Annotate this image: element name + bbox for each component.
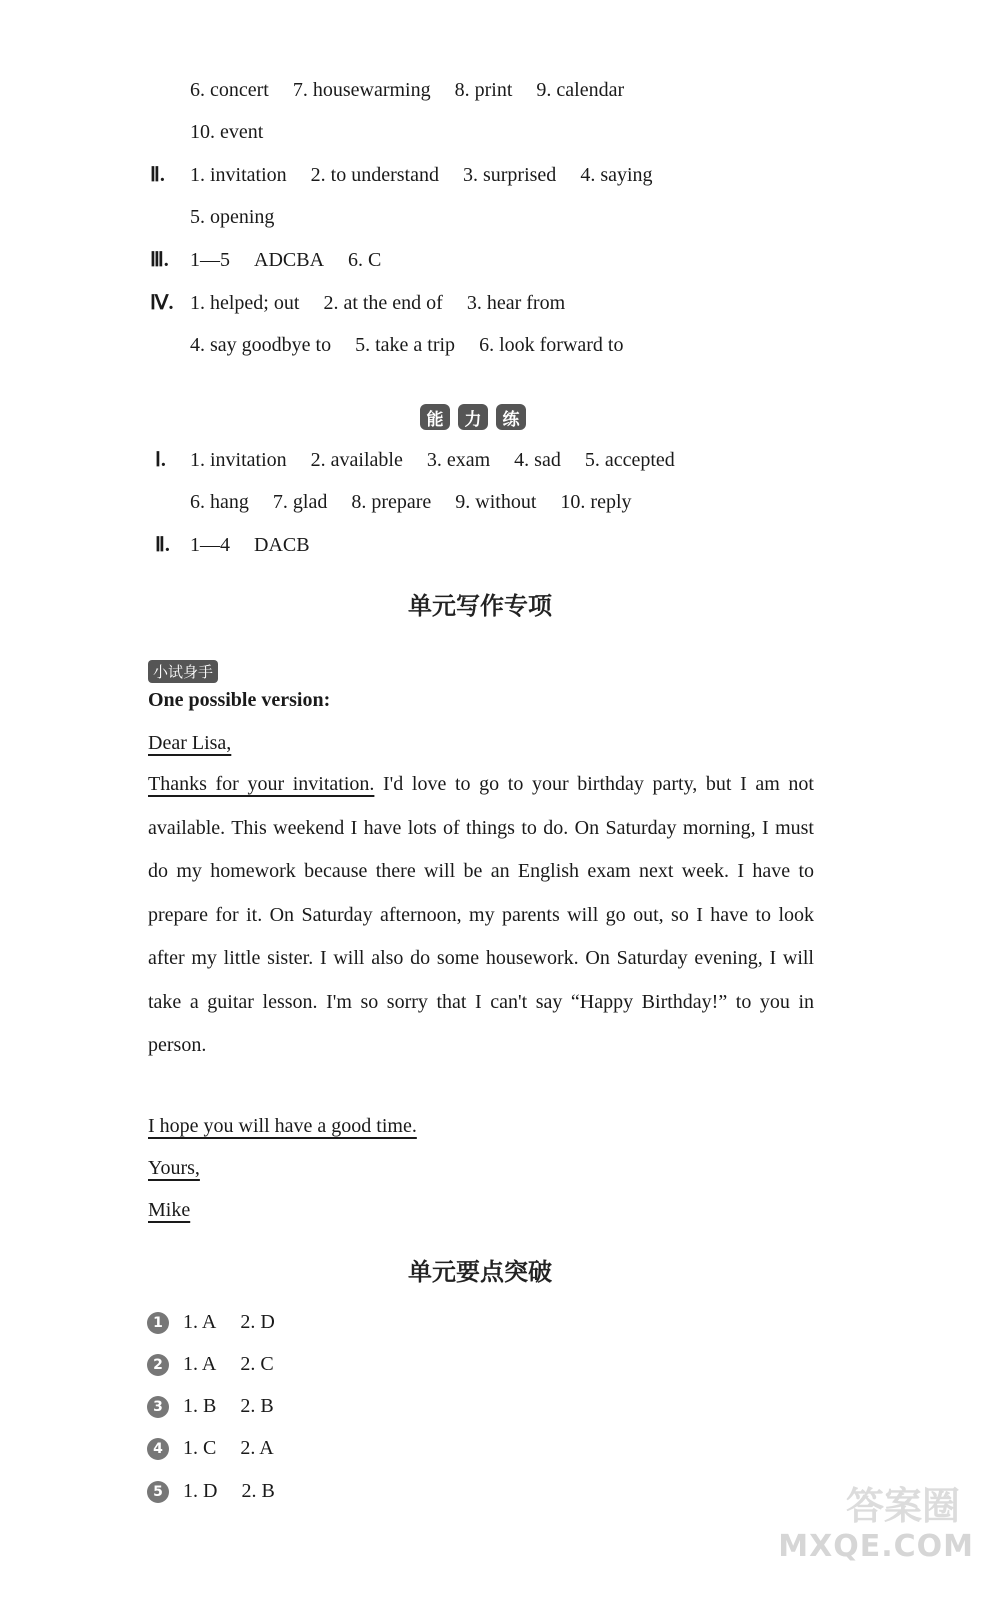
answer-item: 9. without	[455, 491, 537, 513]
answer-item: 1. C	[183, 1437, 217, 1459]
answer-line	[190, 120, 263, 144]
roman-numeral: Ⅳ.	[150, 292, 174, 314]
key-point-row	[147, 1352, 274, 1376]
letter-greeting: Dear Lisa,	[148, 732, 232, 754]
answer-item: 2. B	[241, 1480, 275, 1502]
practice-tag: 小试身手	[148, 660, 218, 683]
number-circle: 5	[147, 1481, 169, 1503]
answer-line	[190, 490, 632, 514]
answer-line	[155, 533, 310, 557]
answer-item: 1. A	[183, 1353, 217, 1375]
watermark-logo: 答案圈	[845, 1484, 960, 1528]
answer-item: 6. look forward to	[479, 334, 624, 356]
answer-line	[155, 448, 675, 472]
answer-item: 2. available	[310, 449, 403, 471]
answer-item: 3. hear from	[466, 292, 566, 314]
answer-item: 5. accepted	[584, 449, 675, 471]
answer-item: 10. reply	[560, 491, 632, 513]
roman-numeral: Ⅱ.	[150, 164, 165, 186]
answer-item: 6. concert	[190, 79, 269, 101]
answer-item: 8. prepare	[351, 491, 432, 513]
key-point-row	[147, 1394, 274, 1418]
answer-item: 3. surprised	[462, 164, 557, 186]
answer-item: ADCBA	[254, 249, 325, 271]
answer-line	[150, 248, 381, 272]
answer-line	[150, 163, 653, 187]
number-circle: 2	[147, 1354, 169, 1376]
heading-badge: 练	[496, 404, 526, 430]
answer-item: 10. event	[190, 121, 264, 143]
answer-item: 2. C	[240, 1353, 274, 1375]
answer-item: 9. calendar	[536, 79, 625, 101]
section-heading: 单元写作专项	[408, 592, 552, 620]
roman-numeral: Ⅱ.	[155, 534, 170, 556]
roman-numeral: Ⅰ.	[155, 449, 166, 471]
answer-item: 2. B	[240, 1395, 274, 1417]
answer-item: 6. hang	[190, 491, 249, 513]
answer-item: 2. D	[240, 1311, 275, 1333]
key-point-row	[147, 1479, 275, 1503]
number-circle: 3	[147, 1396, 169, 1418]
key-point-row	[147, 1436, 274, 1460]
answer-item: 4. saying	[580, 164, 653, 186]
answer-line	[190, 78, 624, 102]
answer-line	[190, 333, 623, 357]
answer-item: 1. helped; out	[190, 292, 300, 314]
answer-item: 4. sad	[514, 449, 561, 471]
answer-item: 5. take a trip	[355, 334, 456, 356]
section-heading: 单元要点突破	[408, 1258, 552, 1286]
answer-item: 5. opening	[190, 206, 275, 228]
answer-item: 7. housewarming	[292, 79, 431, 101]
letter-signature: Mike	[148, 1199, 191, 1221]
roman-numeral: Ⅲ.	[150, 249, 169, 271]
heading-badge: 力	[458, 404, 488, 430]
letter-signoff: Yours,	[148, 1157, 200, 1179]
answer-item: 1—4	[190, 534, 230, 556]
number-circle: 4	[147, 1438, 169, 1460]
heading-badge: 能	[420, 404, 450, 430]
key-point-row	[147, 1310, 275, 1334]
letter-opening: Thanks for your invitation.	[148, 773, 375, 795]
answer-item: 2. A	[240, 1437, 274, 1459]
answer-line	[190, 205, 274, 229]
letter-closing: I hope you will have a good time.	[148, 1115, 417, 1137]
answer-item: 1—5	[190, 249, 230, 271]
answer-item: 1. invitation	[190, 164, 287, 186]
answer-item: 6. C	[348, 249, 382, 271]
answer-item: 2. at the end of	[323, 292, 443, 314]
answer-item: 4. say goodbye to	[190, 334, 332, 356]
answer-item: 1. A	[183, 1311, 217, 1333]
watermark-url: MXQE.COM	[778, 1529, 974, 1564]
number-circle: 1	[147, 1312, 169, 1334]
answer-line	[150, 291, 565, 315]
ability-practice-heading	[420, 404, 526, 430]
answer-item: 2. to understand	[310, 164, 439, 186]
version-label: One possible version:	[148, 689, 331, 711]
answer-item: 1. B	[183, 1395, 217, 1417]
letter-body-text: I'd love to go to your birthday party, but I am not available. This weekend I have lots of things to do. On Saturday morning, I must do my homework because there will be an English exam next week. I have to prepare for it. On Saturday afternoon, my parents will go out, so I have to look after my little sister. I will also do some housework. On Saturday evening, I will take a guitar lesson. I'm so sorry that I can't say “Happy Birthday!” to you in person.	[148, 773, 814, 1056]
answer-item: 8. print	[454, 79, 513, 101]
answer-item: DACB	[254, 534, 310, 556]
answer-item: 7. glad	[272, 491, 328, 513]
answer-item: 1. invitation	[190, 449, 287, 471]
answer-item: 3. exam	[426, 449, 491, 471]
letter-body	[148, 763, 814, 1068]
answer-item: 1. D	[183, 1480, 218, 1502]
